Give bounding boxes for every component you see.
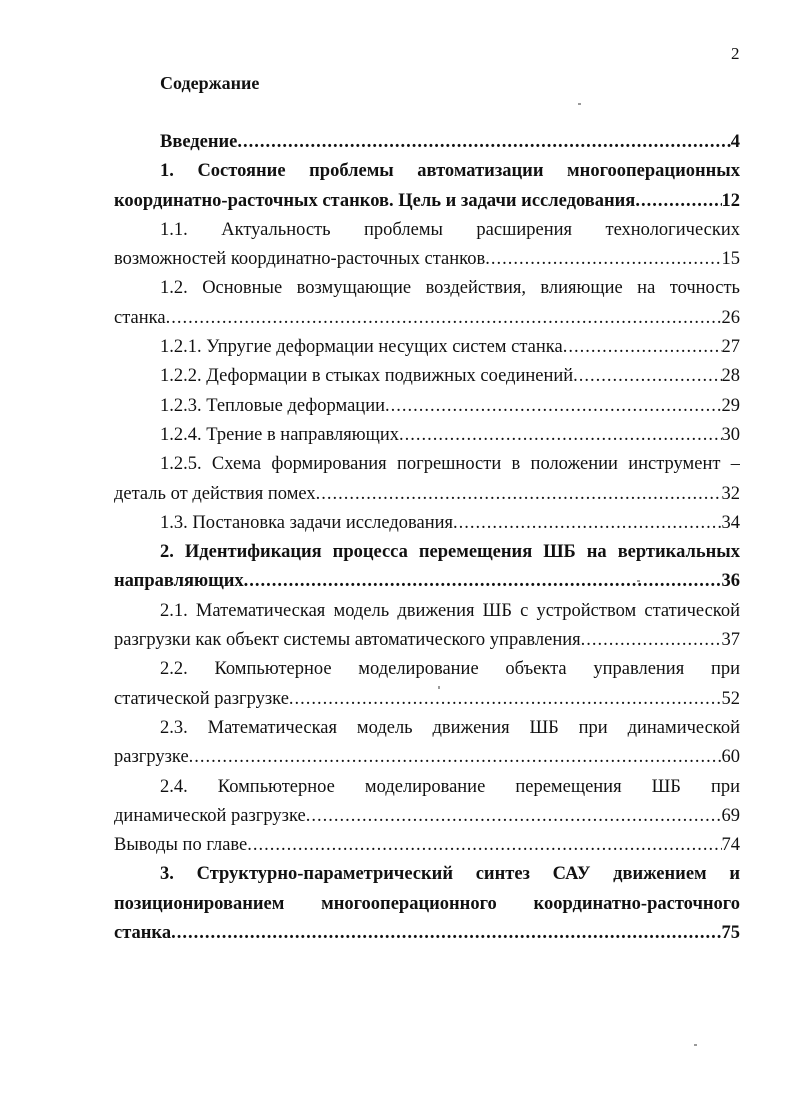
dot-leader: [573, 362, 721, 391]
dot-leader: [244, 567, 722, 596]
toc-entry: [114, 333, 740, 362]
toc-entry-last-line: [114, 128, 740, 157]
toc-entry-page: 4: [730, 132, 740, 152]
dot-leader: [289, 685, 722, 714]
toc-entry: [114, 157, 740, 216]
toc-entry-page: 74: [721, 835, 740, 856]
toc-entry-title: 1.2.2. Деформации в стыках подвижных соединений: [160, 366, 574, 387]
toc-entry-title: Выводы по главе: [114, 835, 248, 856]
toc-entry-page: 15: [721, 249, 740, 270]
toc-entry-text-line: 2.3. Математическая модель движения ШБ при динамической: [160, 717, 740, 738]
toc-entry-page: 60: [721, 747, 740, 768]
toc-entry-title: 1.2.4. Трение в направляющих: [160, 424, 399, 445]
toc-title: Содержание: [160, 73, 260, 93]
toc-entry-title: 1.3. Постановка задачи исследования: [160, 512, 454, 533]
toc-entry-title: 1.2.1. Упругие деформации несущих систем станка: [160, 337, 563, 358]
toc-entry-title: Введение: [160, 132, 238, 152]
toc-entry-page: 32: [721, 483, 740, 504]
toc-entry-text-line: 2.4. Компьютерное моделирование перемещения ШБ при: [160, 776, 740, 797]
toc-entry-last-line: [114, 743, 740, 772]
toc-entry-text-line: 1.1. Актуальность проблемы расширения технологических: [160, 219, 740, 240]
toc-entry: [114, 655, 740, 714]
toc-entry-last-line: [114, 509, 740, 538]
toc-entry-last-line: [114, 392, 740, 421]
page-number: 2: [731, 44, 740, 63]
toc-entry-title: станка: [114, 307, 166, 328]
toc-entry: [114, 362, 740, 391]
toc-entry: [114, 714, 740, 773]
scan-speck: [578, 103, 581, 105]
toc-entry-page: 26: [721, 307, 740, 328]
toc-entry-page: 27: [721, 337, 740, 358]
toc-entry-page: 30: [721, 424, 740, 445]
toc-entry-text-line: 1. Состояние проблемы автоматизации многооперационных: [160, 161, 740, 182]
toc-entry: [114, 538, 740, 597]
toc-entry: [114, 421, 740, 450]
toc-entry-last-line: [114, 245, 740, 274]
dot-leader: [385, 392, 722, 421]
toc-entry-title: динамической разгрузке: [114, 805, 306, 826]
dot-leader: [635, 187, 721, 216]
toc-entry-page: 75: [721, 923, 740, 944]
toc-entry-text-line: 3. Структурно-параметрический синтез САУ движением и: [160, 864, 740, 885]
dot-leader: [171, 919, 721, 948]
scan-speck: [438, 686, 440, 689]
toc-entry-text-line: 1.2.5. Схема формирования погрешности в положении инструмент –: [160, 454, 740, 475]
toc-entry: [114, 773, 740, 832]
toc-entry-title: деталь от действия помех: [114, 483, 316, 504]
toc-entry-title: 1.2.3. Тепловые деформации: [160, 395, 385, 416]
scan-speck: [637, 580, 640, 582]
toc-entry-last-line: [114, 626, 740, 655]
toc-entry-title: возможностей координатно-расточных станков: [114, 249, 486, 270]
toc-entry-page: 36: [721, 571, 740, 592]
toc-entry-last-line: [114, 421, 740, 450]
dot-leader: [237, 128, 730, 157]
toc-entry-title: разгрузке: [114, 747, 189, 768]
toc-entry: [114, 509, 740, 538]
toc-entry-text-line: 2.2. Компьютерное моделирование объекта управления при: [160, 659, 740, 680]
toc-entry-title: направляющих: [114, 571, 244, 592]
toc-entry-title: разгрузки как объект системы автоматического управления: [114, 630, 581, 651]
toc-entry-last-line: [114, 362, 740, 391]
toc-entry-title: координатно-расточных станков. Цель и задачи исследования: [114, 190, 636, 211]
toc-entry: [114, 450, 740, 509]
toc-entry-page: 28: [721, 366, 740, 387]
scan-speck: [694, 1044, 697, 1046]
toc-entry-text-line: позиционированием многооперационного координатно-расточного: [114, 893, 740, 914]
toc-entry-last-line: [114, 802, 740, 831]
toc-entry: [114, 597, 740, 656]
toc-entry-last-line: [114, 685, 740, 714]
toc-entry-last-line: [114, 333, 740, 362]
table-of-contents: [114, 128, 740, 948]
toc-entry-text-line: 2. Идентификация процесса перемещения ШБ на вертикальных: [160, 542, 740, 563]
toc-entry-text-line: 1.2. Основные возмущающие воздействия, влияющие на точность: [160, 278, 740, 299]
toc-entry-last-line: [114, 831, 740, 860]
dot-leader: [453, 509, 721, 538]
toc-entry-text-line: 2.1. Математическая модель движения ШБ с устройством статической: [160, 600, 740, 621]
toc-entry: [114, 216, 740, 275]
toc-entry-page: 52: [721, 688, 740, 709]
toc-entry-title: станка: [114, 923, 172, 944]
toc-entry: [114, 860, 740, 948]
toc-entry: [114, 274, 740, 333]
toc-entry-last-line: [114, 919, 740, 948]
dot-leader: [247, 831, 721, 860]
toc-entry: [114, 392, 740, 421]
toc-entry-last-line: [114, 187, 740, 216]
toc-entry-last-line: [114, 480, 740, 509]
dot-leader: [563, 333, 722, 362]
toc-entry-page: 29: [721, 395, 740, 416]
dot-leader: [189, 743, 722, 772]
toc-entry-title: статической разгрузке: [114, 688, 289, 709]
dot-leader: [316, 480, 722, 509]
toc-entry-last-line: [114, 567, 740, 596]
dot-leader: [485, 245, 721, 274]
dot-leader: [581, 626, 722, 655]
toc-entry: [114, 128, 740, 157]
toc-entry-page: 69: [721, 805, 740, 826]
toc-entry-last-line: [114, 304, 740, 333]
dot-leader: [399, 421, 722, 450]
toc-entry: [114, 831, 740, 860]
toc-entry-page: 37: [721, 630, 740, 651]
dot-leader: [306, 802, 722, 831]
toc-entry-page: 34: [721, 512, 740, 533]
toc-entry-page: 12: [721, 190, 740, 211]
dot-leader: [166, 304, 722, 333]
